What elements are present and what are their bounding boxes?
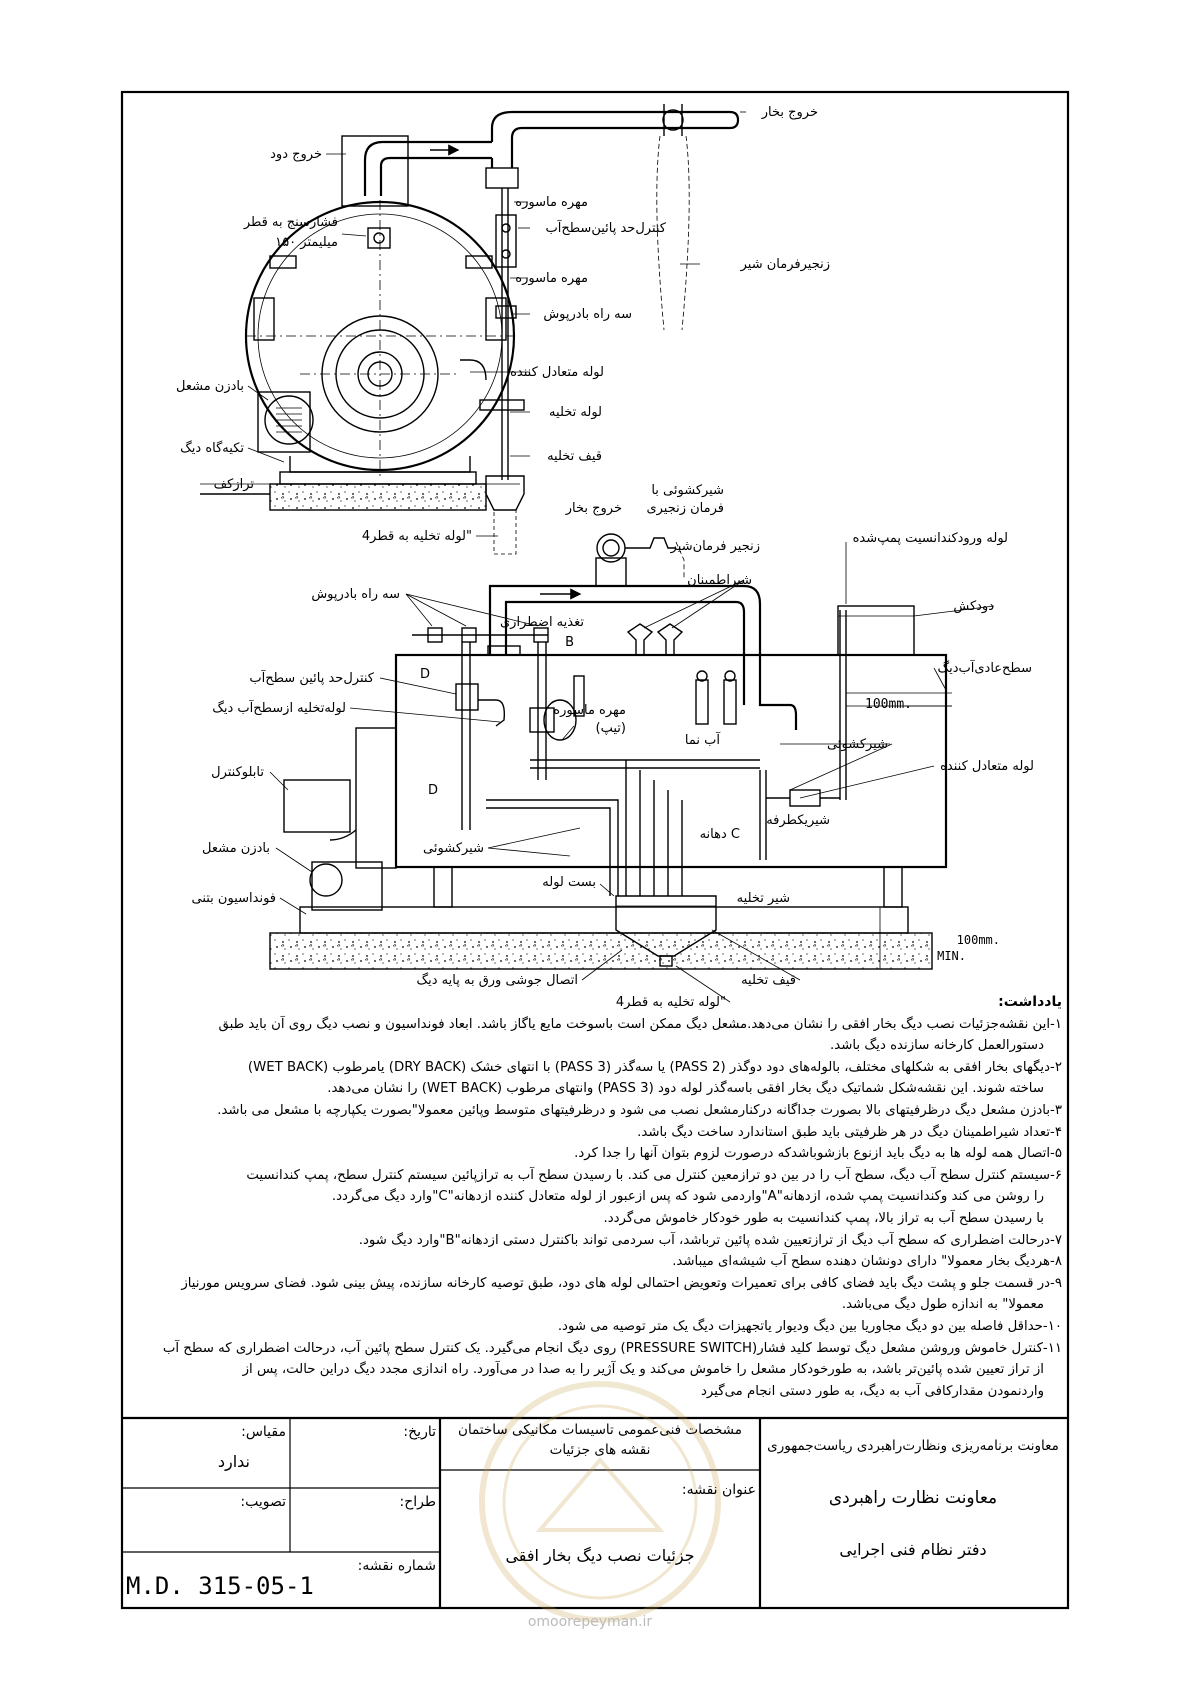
note-line: ۴-تعداد شیراطمینان دیگ در هر ظرفیتی باید طبق استاندارد ساخت دیگ باشد. [637, 1124, 1062, 1140]
label-letter-d2: D [427, 783, 438, 798]
label-dim-min-1: 100mm. [956, 933, 1000, 947]
label-drain-funnel-2: قیف تخلیه [741, 973, 796, 988]
label-dim-100: 100mm. [865, 697, 912, 712]
label-floor-level: ترازکف [213, 477, 254, 492]
label-control-panel: تابلوکنترل [211, 765, 264, 780]
label-gauge-line2: ۱۵۰ میلیمتر [275, 235, 338, 250]
drawing-number: M.D. 315-05-1 [126, 1572, 314, 1600]
label-water-level: سطح‌عادی‌آب‌دیگ [937, 661, 1032, 676]
label-check-valve: شیریکطرفه [766, 813, 830, 828]
label-chain-valve-b-1: شیرکشوئی با [651, 483, 724, 498]
label-condensate-inlet: لوله ورودکندانسیت پمپ‌شده [852, 531, 1008, 546]
watermark-site: omoorepeyman.ir [527, 1614, 653, 1630]
label-flexible-joint: اتصال جوشی ورق به پایه دیگ [416, 973, 578, 988]
label-equalizer-pipe-1: لوله متعادل کننده [510, 365, 604, 380]
label-drain-pipe-4in-2: لوله تخلیه به قطر4" [615, 995, 726, 1010]
label-sight-glass: آب نما [684, 733, 720, 748]
notes-heading: یادداشت: [998, 994, 1062, 1010]
label-union-nut-tape-1: مهره ماسوره [553, 703, 626, 718]
label-union-nut-tape-2: (تیپ) [595, 721, 626, 736]
label-three-way-cock-1: سه راه بادرپوش [543, 307, 632, 322]
note-line: دستورالعمل کارخانه سازنده دیگ باشد. [830, 1038, 1044, 1054]
note-line: با رسیدن سطح آب به تراز بالا، پمپ کندانسیت به طور خودکار خاموش می‌گردد. [603, 1210, 1044, 1226]
note-line: ۹-در قسمت جلو و پشت دیگ باید فضای کافی برای تعمیرات وتعویض احتمالی لوله های دود، طبق توصیه کارخانه سازنده، پیش بینی شود. فضای سرویس مورنیاز [181, 1275, 1062, 1291]
label-drain-pipe-4in: لوله تخلیه به قطر4" [361, 529, 472, 544]
label-smoke-out: خروج دود [270, 147, 322, 162]
label-letter-d1: D [419, 667, 430, 682]
drawing-number-label: شماره نقشه: [357, 1558, 436, 1574]
scale-value: ندارد [217, 1452, 250, 1471]
label-drain-from-level: لوله‌تخلیه ازسطح‌آب دیگ [212, 701, 346, 716]
label-steam-out-top: خروج بخار [761, 105, 818, 120]
note-line: از تراز تعیین شده پائین‌تر باشد، به طورخودکار مشعل را خاموش می‌کند و یک آژیر را به صدا در می‌آورد. راه اندازی مجدد دیگ دراین حالت، پس از [242, 1362, 1044, 1378]
org-line-2: معاونت نظارت راهبردی [828, 1488, 998, 1508]
label-concrete-foundation: فونداسیون بتنی [191, 891, 276, 906]
watermark-seal [482, 1384, 718, 1620]
label-three-way-cock-2: سه راه بادرپوش [311, 587, 400, 602]
drawing-title: جزئیات نصب دیگ بخار افقی [505, 1546, 695, 1565]
label-safety-valve: شیراطمینان [687, 573, 752, 588]
label-burner-fan-2: بادزن مشعل [201, 841, 270, 856]
label-emergency-feed: تغذیه اضطراری [500, 615, 584, 630]
label-gate-valve-1: شیرکشوئی [827, 737, 888, 752]
notes-section [128, 992, 1062, 1402]
designer-label: طراح: [399, 1494, 436, 1510]
label-union-nut-1: مهره ماسوره [515, 195, 588, 210]
label-union-nut-2: مهره ماسوره [515, 271, 588, 286]
note-line: ۲-دیگهای بخار افقی به شکلهای مختلف، بالوله‌های دود دوگذر (2 PASS) یا سه‌گذر (3 PASS) با انتهای خشک (DRY BACK) یامرطوب (WET BACK) [247, 1059, 1062, 1075]
label-steam-out-mid: خروج بخار [565, 501, 622, 516]
note-line: معمولا" به اندازه طول دیگ می‌باشد. [841, 1297, 1044, 1313]
label-chain-valve-2: زنجیر فرمان‌شیر [670, 539, 760, 554]
label-equalizer-pipe-2: لوله متعادل کننده [940, 759, 1034, 774]
label-low-level-control-2: کنترل‌حد پائین سطح‌آب [249, 671, 374, 686]
note-line: ۶-سیستم کنترل سطح آب دیگ، سطح آب را در بین دو ترازمعین کنترل می کند. با رسیدن سطح آب به ترازپائین سیستم کنترل سطح، پمپ کندانسیت [246, 1167, 1062, 1183]
note-line: ۷-درحالت اضطراری که سطح آب دیگ از ترازتعیین شده پائین ترباشد، آب سردمی تواند باکنترل دستی ازدهانه"B"وارد دیگ شود. [358, 1232, 1062, 1248]
label-mouth-c: دهانه C [699, 827, 740, 842]
label-drain-pipe-1: لوله تخلیه [549, 405, 602, 420]
note-line: واردنمودن مقدارکافی آب به دیگ، به طور دستی انجام می‌گیرد [701, 1383, 1044, 1399]
label-drain-valve: شیر تخلیه [736, 891, 790, 906]
note-line: را روشن می کند وکندانسیت پمپ شده، ازدهانه"A"واردمی شود که پس ازعبور از لوله متعادل کننده ازدهانه"C"وارد دیگ می‌گردد. [331, 1189, 1044, 1205]
approval-label: تصویب: [240, 1494, 286, 1510]
label-dim-min-2: MIN. [937, 949, 966, 963]
label-letter-b: B [565, 635, 574, 650]
org-line-3: دفتر نظام فنی اجرایی [839, 1540, 987, 1559]
note-line: ۱-این نقشه‌جزئیات نصب دیگ بخار افقی را نشان می‌دهد.مشعل دیگ ممکن است باسوخت مایع یاگاز باشد. ابعاد فونداسیون و نصب دیگ روی آن باید طبق [218, 1016, 1062, 1032]
label-pipe-bracket: بست لوله [542, 875, 596, 890]
spec-line-1: مشخصات فنی‌عمومی تاسیسات مکانیکی ساختمان [458, 1422, 742, 1438]
label-burner-fan-1: بادزن مشعل [175, 379, 244, 394]
label-gate-valve-2: شیرکشوئی [423, 841, 484, 856]
label-drain-funnel-1: قیف تخلیه [547, 449, 602, 464]
note-line: ساخته شوند. این نقشه‌شکل شماتیک دیگ بخار افقی باسه‌گذر لوله دود (3 PASS) وانتهای مرطوب (WET BACK) را نشان می‌دهد. [327, 1081, 1044, 1097]
label-low-level-control-1: کنترل‌حد پائین‌سطح‌آب [545, 221, 666, 236]
label-chain-valve-b-2: فرمان زنجیری [646, 501, 724, 516]
spec-line-2: نقشه های جزئیات [549, 1442, 651, 1458]
scale-label: مقیاس: [241, 1424, 286, 1440]
drawing-title-label: عنوان نقشه: [681, 1482, 756, 1498]
note-line: ۱۰-حداقل فاصله بین دو دیگ مجاوریا بین دیگ وديوار یاتجهیزات دیگ یک متر توصیه می شود. [557, 1318, 1062, 1334]
label-chain-valve: زنجیرفرمان شیر [740, 257, 830, 272]
label-boiler-support: تکیه‌گاه دیگ [180, 441, 244, 456]
date-label: تاریخ: [403, 1424, 436, 1440]
label-chimney: دودکش [953, 599, 994, 614]
note-line: ۵-اتصال همه لوله ها به دیگ باید ازنوع بازشوباشدکه درصورت لزوم بتوان آنها را جدا کرد. [574, 1146, 1062, 1162]
org-line-1: معاونت برنامه‌ریزی ونظارت‌راهبردی ریاست‌جمهوری [767, 1438, 1059, 1454]
note-line: ۳-بادزن مشعل دیگ درظرفیتهای بالا بصورت جداگانه درکنارمشعل نصب می شود و درظرفیتهای متوسط وپائین معمولا"بصورت یکپارچه با مشعل می باشد. [217, 1102, 1062, 1118]
note-line: ۱۱-کنترل خاموش وروشن مشعل دیگ توسط کلید فشار(PRESSURE SWITCH) روی دیگ انجام می‌گیرد. یک کنترل سطح پائین آب، درحالت اضطراری که سطح آب [162, 1340, 1062, 1356]
note-line: ۸-هردیگ بخار معمولا" دارای دونشان دهنده سطح آب شیشه‌ای میباشد. [672, 1254, 1062, 1270]
label-gauge-line1: فشارسنج به قطر [243, 215, 338, 230]
